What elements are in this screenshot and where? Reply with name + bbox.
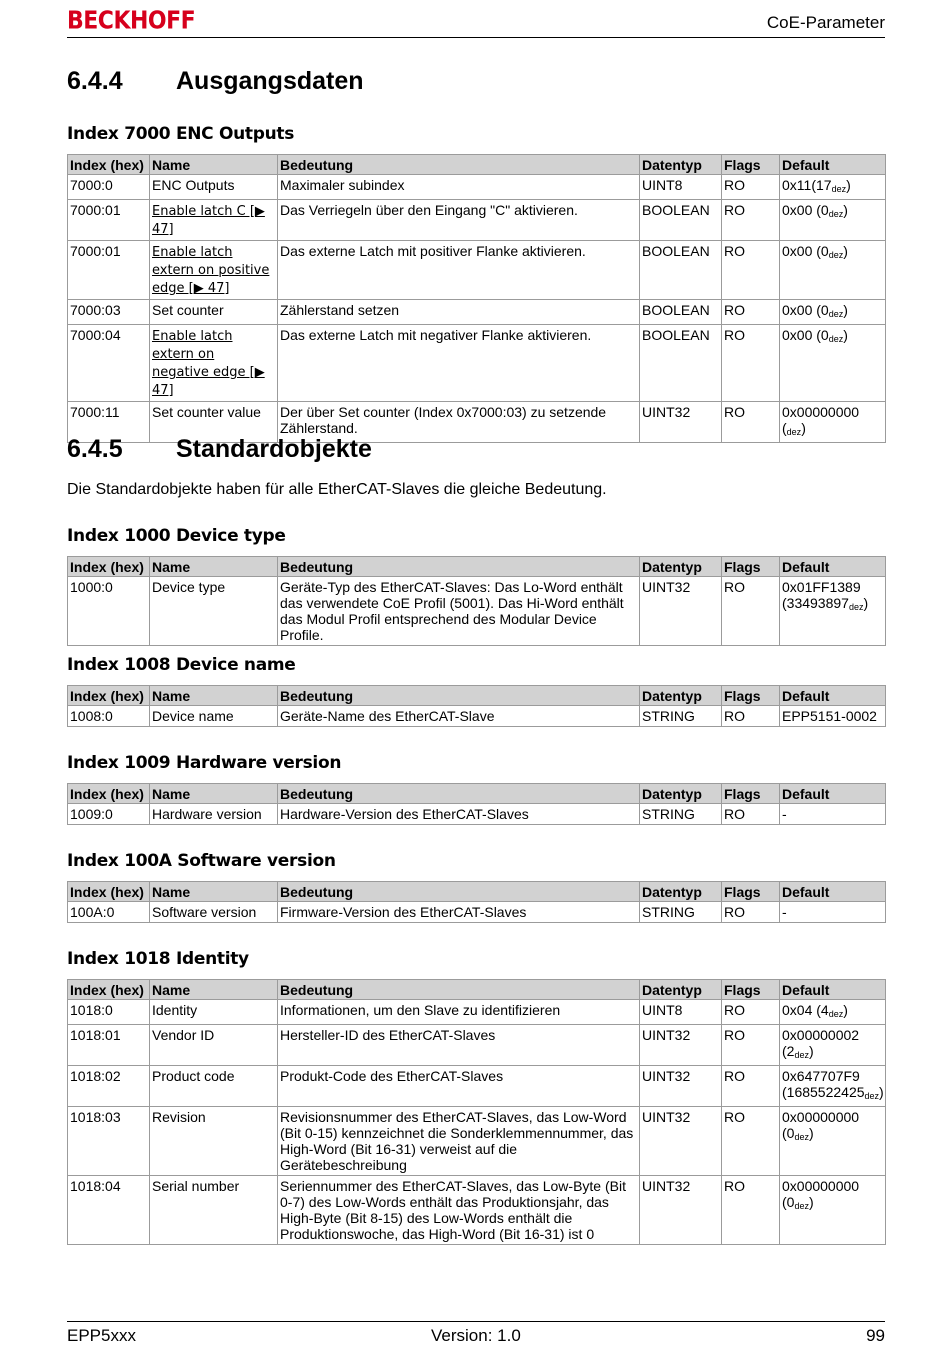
cell-bedeutung: Der über Set counter (Index 0x7000:03) zu setzende Zählerstand. [278, 402, 640, 443]
cell-default [780, 1066, 886, 1107]
cell-name[interactable] [150, 241, 278, 300]
cell-default [780, 1107, 886, 1176]
cell-index: 100A:0 [68, 902, 150, 923]
column-header-bedeutung: Bedeutung [278, 882, 640, 902]
dez-subscript: dez [794, 1201, 809, 1211]
column-header-datentyp: Datentyp [640, 882, 722, 902]
cell-name[interactable] [150, 325, 278, 402]
cell-flags: RO [722, 1107, 780, 1176]
dez-subscript: dez [828, 334, 844, 344]
cell-index: 1018:02 [68, 1066, 150, 1107]
cell-flags: RO [722, 804, 780, 825]
cell-default [780, 706, 886, 727]
cell-datentyp: BOOLEAN [640, 325, 722, 402]
table-heading-1008: Index 1008 Device name [67, 655, 296, 675]
cell-name: ENC Outputs [150, 175, 278, 200]
cell-default [780, 577, 886, 646]
column-header-name: Name [150, 882, 278, 902]
default-value: 0x00 (0 [782, 243, 829, 259]
cell-datentyp: UINT8 [640, 1000, 722, 1025]
column-header-bedeutung: Bedeutung [278, 557, 640, 577]
column-header-default: Default [780, 980, 886, 1000]
default-closing: ) [843, 327, 848, 343]
column-header-name: Name [150, 686, 278, 706]
dez-subscript: dez [828, 1009, 844, 1019]
cell-flags: RO [722, 1025, 780, 1066]
default-value: 0x00 (0 [782, 302, 829, 318]
column-header-datentyp: Datentyp [640, 784, 722, 804]
default-closing: ) [808, 1043, 814, 1059]
cell-index: 7000:0 [68, 175, 150, 200]
header-title: CoE-Parameter [766, 13, 885, 32]
cell-default [780, 300, 886, 325]
cell-bedeutung: Zählerstand setzen [278, 300, 640, 325]
cell-flags: RO [722, 706, 780, 727]
dez-subscript: dez [848, 602, 864, 612]
cell-default [780, 200, 886, 241]
dez-subscript: dez [794, 1050, 809, 1060]
default-closing: ) [879, 1084, 884, 1100]
default-closing: ) [801, 420, 806, 436]
cell-flags: RO [722, 300, 780, 325]
column-header-name: Name [150, 557, 278, 577]
cell-datentyp: BOOLEAN [640, 200, 722, 241]
default-closing: ) [843, 243, 848, 259]
table-row [68, 1107, 886, 1176]
default-closing: ) [843, 302, 848, 318]
default-value: 0x00000000 (0 [782, 1178, 860, 1210]
section-title: Ausgangsdaten [176, 67, 364, 95]
column-header-index: Index (hex) [68, 557, 150, 577]
column-header-flags: Flags [722, 686, 780, 706]
cell-bedeutung: Hardware-Version des EtherCAT-Slaves [278, 804, 640, 825]
cell-bedeutung: Informationen, um den Slave zu identifizieren [278, 1000, 640, 1025]
cell-flags: RO [722, 175, 780, 200]
section-heading-standardobjekte [67, 435, 372, 464]
cell-flags: RO [722, 325, 780, 402]
default-closing: ) [863, 595, 869, 611]
table-row [68, 804, 886, 825]
cell-datentyp: STRING [640, 804, 722, 825]
cell-flags: RO [722, 1176, 780, 1245]
cell-datentyp: UINT32 [640, 402, 722, 443]
default-closing: ) [843, 1002, 848, 1018]
cell-flags: RO [722, 902, 780, 923]
cell-index: 7000:04 [68, 325, 150, 402]
cell-bedeutung: Hersteller-ID des EtherCAT-Slaves [278, 1025, 640, 1066]
cell-name: Device type [150, 577, 278, 646]
column-header-index: Index (hex) [68, 882, 150, 902]
cell-bedeutung: Das externe Latch mit negativer Flanke aktivieren. [278, 325, 640, 402]
column-header-default: Default [780, 686, 886, 706]
column-header-name: Name [150, 980, 278, 1000]
table-header-row [68, 557, 886, 577]
column-header-index: Index (hex) [68, 686, 150, 706]
default-closing: ) [808, 1125, 814, 1141]
default-value: EPP5151-0002 [782, 708, 877, 724]
cell-datentyp: UINT32 [640, 1176, 722, 1245]
table-heading-1018: Index 1018 Identity [67, 949, 249, 969]
table-heading-100a: Index 100A Software version [67, 851, 336, 871]
default-closing: ) [846, 177, 851, 193]
cell-default [780, 1025, 886, 1066]
column-header-index: Index (hex) [68, 155, 150, 175]
default-value: 0x647707F9 (1685522425 [782, 1068, 865, 1100]
dez-subscript: dez [794, 1132, 809, 1142]
beckhoff-logo: BECKHOFF [67, 7, 196, 35]
table-row [68, 1176, 886, 1245]
cell-default [780, 241, 886, 300]
cell-bedeutung: Seriennummer des EtherCAT-Slaves, das Low-Byte (Bit 0-7) des Low-Words enthält das Produktionsjahr, das High-Byte (Bit 8-15) des Low-Words enthält die Produktionswoche, das High-Word (Bit 16-31) ist 0 [278, 1176, 640, 1245]
cell-index: 1008:0 [68, 706, 150, 727]
dez-subscript: dez [828, 250, 844, 260]
cell-name: Set counter [150, 300, 278, 325]
column-header-name: Name [150, 784, 278, 804]
cell-index: 1018:01 [68, 1025, 150, 1066]
default-value: 0x00000002 (2 [782, 1027, 860, 1059]
cell-index: 7000:01 [68, 200, 150, 241]
cell-datentyp: BOOLEAN [640, 241, 722, 300]
cell-datentyp: STRING [640, 706, 722, 727]
cell-bedeutung: Geräte-Name des EtherCAT-Slave [278, 706, 640, 727]
table-header-row [68, 686, 886, 706]
cell-name: Set counter value [150, 402, 278, 443]
default-value: - [782, 904, 787, 920]
cell-index: 7000:03 [68, 300, 150, 325]
cell-name: Serial number [150, 1176, 278, 1245]
column-header-bedeutung: Bedeutung [278, 155, 640, 175]
cell-datentyp: UINT32 [640, 1025, 722, 1066]
table-row [68, 902, 886, 923]
page-number: 99 [866, 1326, 885, 1345]
cell-index: 7000:01 [68, 241, 150, 300]
column-header-default: Default [780, 557, 886, 577]
dez-subscript: dez [831, 184, 847, 194]
table-row [68, 241, 886, 300]
default-value: 0x00000000 (0 [782, 1109, 860, 1141]
default-value: 0x04 (4 [782, 1002, 829, 1018]
column-header-flags: Flags [722, 980, 780, 1000]
section-number: 6.4.5 [67, 435, 123, 463]
footer-divider [67, 1321, 885, 1322]
column-header-flags: Flags [722, 155, 780, 175]
cell-name: Hardware version [150, 804, 278, 825]
column-header-bedeutung: Bedeutung [278, 980, 640, 1000]
cell-bedeutung: Geräte-Typ des EtherCAT-Slaves: Das Lo-Word enthält das verwendete CoE Profil (5001). Das Hi-Word enthält das Modul Profil entsprechend des Modular Device Profile. [278, 577, 640, 646]
default-value: 0x11(17 [782, 177, 832, 193]
cell-bedeutung: Das Verriegeln über den Eingang "C" aktivieren. [278, 200, 640, 241]
table-heading-1000: Index 1000 Device type [67, 526, 286, 546]
cross-reference-link[interactable]: Enable latch C [▶ 47] [152, 204, 265, 237]
cell-index: 1018:03 [68, 1107, 150, 1176]
table-1008 [67, 685, 886, 727]
dez-subscript: dez [864, 1091, 880, 1101]
column-header-name: Name [150, 155, 278, 175]
cell-bedeutung: Revisionsnummer des EtherCAT-Slaves, das Low-Word (Bit 0-15) kennzeichnet die Sonderklemmennummer, das High-Word (Bit 16-31) verweist auf die Gerätebeschreibung [278, 1107, 640, 1176]
table-heading-7000: Index 7000 ENC Outputs [67, 124, 295, 144]
footer-product: EPP5xxx [67, 1326, 136, 1345]
dez-subscript: dez [828, 309, 844, 319]
table-row [68, 200, 886, 241]
default-closing: ) [843, 202, 848, 218]
cell-flags: RO [722, 200, 780, 241]
column-header-flags: Flags [722, 784, 780, 804]
cell-index: 7000:11 [68, 402, 150, 443]
cell-name: Device name [150, 706, 278, 727]
cell-index: 1018:0 [68, 1000, 150, 1025]
cell-datentyp: UINT32 [640, 1107, 722, 1176]
footer-version: Version: 1.0 [431, 1326, 521, 1345]
cell-datentyp: UINT8 [640, 175, 722, 200]
column-header-datentyp: Datentyp [640, 686, 722, 706]
default-value: 0x00 (0 [782, 327, 829, 343]
table-header-row [68, 155, 886, 175]
default-value: 0x01FF1389 (33493897 [782, 579, 861, 611]
table-row [68, 1025, 886, 1066]
table-header-row [68, 882, 886, 902]
default-value: 0x00000000 ( [782, 404, 860, 436]
cell-bedeutung: Produkt-Code des EtherCAT-Slaves [278, 1066, 640, 1107]
cell-index: 1000:0 [68, 577, 150, 646]
cell-default [780, 402, 886, 443]
column-header-flags: Flags [722, 882, 780, 902]
default-value: - [782, 806, 787, 822]
table-1000 [67, 556, 886, 646]
table-heading-1009: Index 1009 Hardware version [67, 753, 342, 773]
cross-reference-link[interactable]: Enable latch extern on positive edge [▶ 47] [152, 245, 270, 296]
table-row [68, 1066, 886, 1107]
section-number: 6.4.4 [67, 67, 123, 95]
cell-flags: RO [722, 402, 780, 443]
column-header-datentyp: Datentyp [640, 980, 722, 1000]
table-100a [67, 881, 886, 923]
cell-name: Revision [150, 1107, 278, 1176]
cell-flags: RO [722, 1000, 780, 1025]
section-heading-ausgangsdaten [67, 67, 364, 96]
header-divider [67, 37, 885, 38]
column-header-index: Index (hex) [68, 980, 150, 1000]
cell-default [780, 1176, 886, 1245]
table-row [68, 300, 886, 325]
column-header-default: Default [780, 155, 886, 175]
cell-datentyp: STRING [640, 902, 722, 923]
table-row [68, 577, 886, 646]
dez-subscript: dez [828, 209, 844, 219]
column-header-datentyp: Datentyp [640, 155, 722, 175]
cell-name: Software version [150, 902, 278, 923]
column-header-flags: Flags [722, 557, 780, 577]
column-header-default: Default [780, 784, 886, 804]
cell-name: Vendor ID [150, 1025, 278, 1066]
column-header-default: Default [780, 882, 886, 902]
cell-flags: RO [722, 241, 780, 300]
default-value: 0x00 (0 [782, 202, 829, 218]
intro-paragraph: Die Standardobjekte haben für alle EtherCAT-Slaves die gleiche Bedeutung. [67, 481, 607, 498]
cross-reference-link[interactable]: Enable latch extern on negative edge [▶ 47] [152, 329, 265, 398]
cell-default [780, 1000, 886, 1025]
table-header-row [68, 980, 886, 1000]
table-7000 [67, 154, 886, 443]
cell-index: 1009:0 [68, 804, 150, 825]
cell-bedeutung: Firmware-Version des EtherCAT-Slaves [278, 902, 640, 923]
section-title: Standardobjekte [176, 435, 372, 463]
table-row [68, 706, 886, 727]
cell-default [780, 804, 886, 825]
cell-datentyp: UINT32 [640, 577, 722, 646]
cell-bedeutung: Das externe Latch mit positiver Flanke aktivieren. [278, 241, 640, 300]
table-row [68, 175, 886, 200]
cell-flags: RO [722, 577, 780, 646]
cell-name: Identity [150, 1000, 278, 1025]
cell-flags: RO [722, 1066, 780, 1107]
table-header-row [68, 784, 886, 804]
cell-name: Product code [150, 1066, 278, 1107]
dez-subscript: dez [786, 427, 802, 437]
cell-bedeutung: Maximaler subindex [278, 175, 640, 200]
cell-index: 1018:04 [68, 1176, 150, 1245]
default-closing: ) [808, 1194, 814, 1210]
cell-default [780, 902, 886, 923]
table-row [68, 1000, 886, 1025]
cell-name[interactable] [150, 200, 278, 241]
table-1009 [67, 783, 886, 825]
cell-default [780, 325, 886, 402]
column-header-bedeutung: Bedeutung [278, 784, 640, 804]
cell-default [780, 175, 886, 200]
column-header-bedeutung: Bedeutung [278, 686, 640, 706]
table-row [68, 325, 886, 402]
cell-datentyp: UINT32 [640, 1066, 722, 1107]
table-1018 [67, 979, 886, 1245]
column-header-index: Index (hex) [68, 784, 150, 804]
cell-datentyp: BOOLEAN [640, 300, 722, 325]
column-header-datentyp: Datentyp [640, 557, 722, 577]
